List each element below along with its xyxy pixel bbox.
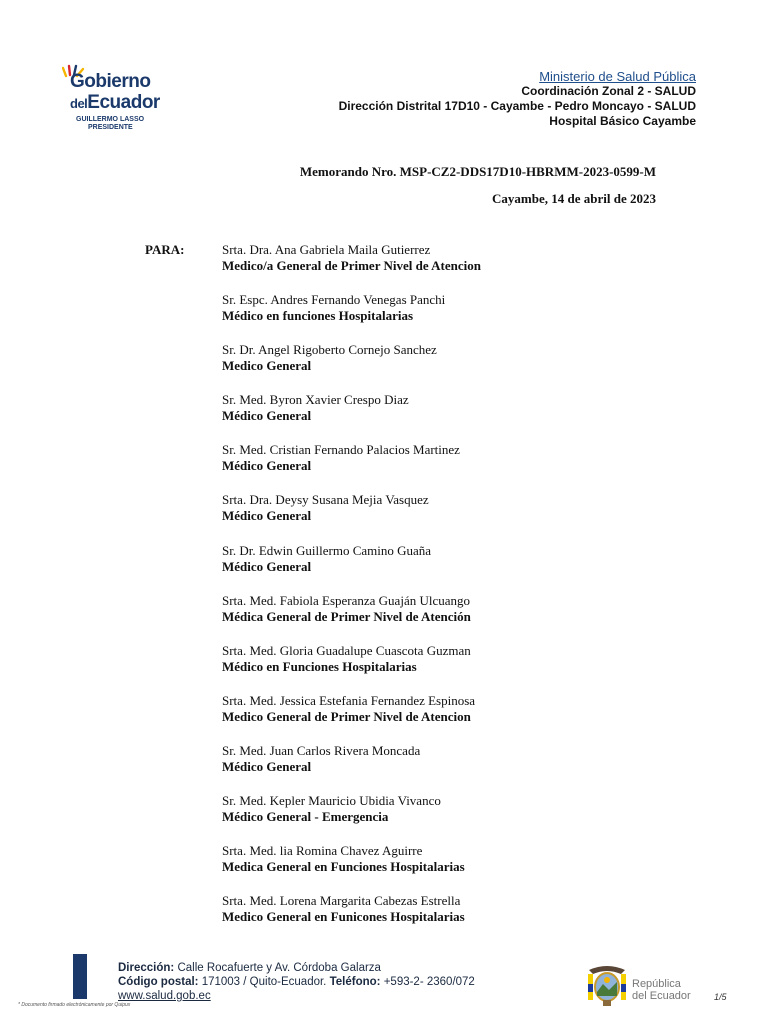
recipient-name: Srta. Dra. Ana Gabriela Maila Gutierrez: [222, 242, 431, 257]
recipient-title: Médico en funciones Hospitalarias: [222, 308, 414, 324]
recipient-name: Srta. Med. Lorena Margarita Cabezas Estrella: [222, 893, 461, 909]
gobierno-ecuador-logo: [60, 62, 172, 134]
recipient-name: Srta. Dra. Deysy Susana Mejia Vasquez: [222, 492, 429, 508]
recipient-item: [222, 843, 702, 893]
recipient-item: [222, 743, 702, 793]
recipient-title: Médico General: [222, 508, 312, 524]
ecuador-coat-of-arms-icon: [585, 960, 629, 1008]
recipient-name: Sr. Med. Byron Xavier Crespo Diaz: [222, 392, 409, 408]
recipient-title: Medica General en Funciones Hospitalarias: [222, 859, 465, 875]
recipient-item: [222, 693, 702, 743]
recipient-item: [222, 492, 702, 542]
recipient-item: [222, 392, 702, 442]
postal-label: Código postal:: [118, 976, 199, 988]
recipient-title: Médico General: [222, 408, 312, 424]
recipient-name: Srta. Med. lia Romina Chavez Aguirre: [222, 843, 423, 859]
republica-line-1: República: [632, 978, 681, 990]
recipient-name: Sr. Med. Cristian Fernando Palacios Martinez: [222, 442, 460, 458]
recipient-list: [222, 242, 702, 943]
recipient-title: Médica General de Primer Nivel de Atención: [222, 608, 471, 624]
republica-del-ecuador-label: [632, 978, 691, 1002]
recipient-title: Medico General: [222, 358, 312, 374]
recipient-name: Sr. Med. Kepler Mauricio Ubidia Vivanco: [222, 793, 441, 809]
phone-label: Teléfono:: [329, 976, 381, 988]
to-label: PARA:: [145, 242, 185, 257]
recipient-name: Sr. Dr. Edwin Guillermo Camino Guaña: [222, 542, 432, 558]
footer-contact: [118, 961, 475, 1003]
republica-line-2: del Ecuador: [632, 990, 691, 1002]
recipient-name: Sr. Med. Juan Carlos Rivera Moncada: [222, 742, 421, 758]
website-link[interactable]: www.salud.gob.ec: [118, 990, 211, 1002]
logo-president-name: GUILLERMO LASSO: [76, 116, 145, 123]
recipient-title: Medico General de Primer Nivel de Atencion: [222, 708, 471, 724]
recipient-item: [222, 593, 702, 643]
phone-value: +593-2- 2360/072: [383, 976, 475, 988]
logo-text-ecuador: [70, 93, 160, 112]
logo-text-gobierno: Gobierno: [70, 71, 151, 92]
recipient-title: Médico en Funciones Hospitalarias: [222, 658, 417, 674]
recipient-name: Sr. Espc. Andres Fernando Venegas Panchi: [222, 292, 446, 308]
recipient-title: Médico General: [222, 558, 312, 574]
recipient-name: Srta. Med. Fabiola Esperanza Guaján Ulcuango: [222, 592, 471, 608]
recipient-item: [222, 292, 702, 342]
district-name: Dirección Distrital 17D10 - Cayambe - Pedro Moncayo - SALUD: [338, 99, 696, 113]
recipient-item: [222, 342, 702, 392]
recipient-title: Medico General en Funicones Hospitalarias: [222, 909, 465, 925]
recipient-name: Sr. Dr. Angel Rigoberto Cornejo Sanchez: [222, 342, 437, 358]
electronic-signature-note: * Documento firmado electrónicamente por Quipux: [18, 1002, 131, 1008]
recipient-title: Medico/a General de Primer Nivel de Atencion: [222, 258, 481, 273]
footer-postal-line: [118, 975, 475, 989]
logo-president-title: PRESIDENTE: [88, 124, 133, 131]
letterhead: [339, 69, 696, 129]
recipient-item: [222, 793, 702, 843]
recipient-item: [222, 643, 702, 693]
zone-name: Coordinación Zonal 2 - SALUD: [521, 84, 696, 98]
footer-address-line: [118, 961, 475, 975]
recipient-item: [222, 442, 702, 492]
city-value: / Quito-Ecuador.: [243, 976, 327, 988]
logo-text-ecuador-word: Ecuador: [87, 92, 160, 113]
memo-date: Cayambe, 14 de abril de 2023: [492, 191, 656, 206]
recipient-title: Médico General: [222, 758, 312, 774]
ministry-name: Ministerio de Salud Pública: [539, 69, 696, 84]
address-value: Calle Rocafuerte y Av. Córdoba Galarza: [177, 962, 381, 974]
postal-value: 171003: [201, 976, 241, 988]
recipient-item: [222, 543, 702, 593]
recipient-item: [222, 242, 702, 292]
recipient-title: Médico General: [222, 458, 312, 474]
recipient-title: Médico General - Emergencia: [222, 809, 389, 825]
address-label: Dirección:: [118, 962, 175, 974]
page-number: 1/5: [714, 992, 727, 1002]
hospital-name: Hospital Básico Cayambe: [549, 114, 696, 128]
recipient-name: Srta. Med. Gloria Guadalupe Cuascota Guzman: [222, 642, 471, 658]
recipient-name: Srta. Med. Jessica Estefania Fernandez Espinosa: [222, 692, 476, 708]
logo-text-del: del: [70, 96, 88, 111]
memo-number: Memorando Nro. MSP-CZ2-DDS17D10-HBRMM-2023-0599-M: [299, 164, 656, 179]
footer-accent-bar: [73, 954, 87, 999]
recipient-item: [222, 893, 702, 943]
